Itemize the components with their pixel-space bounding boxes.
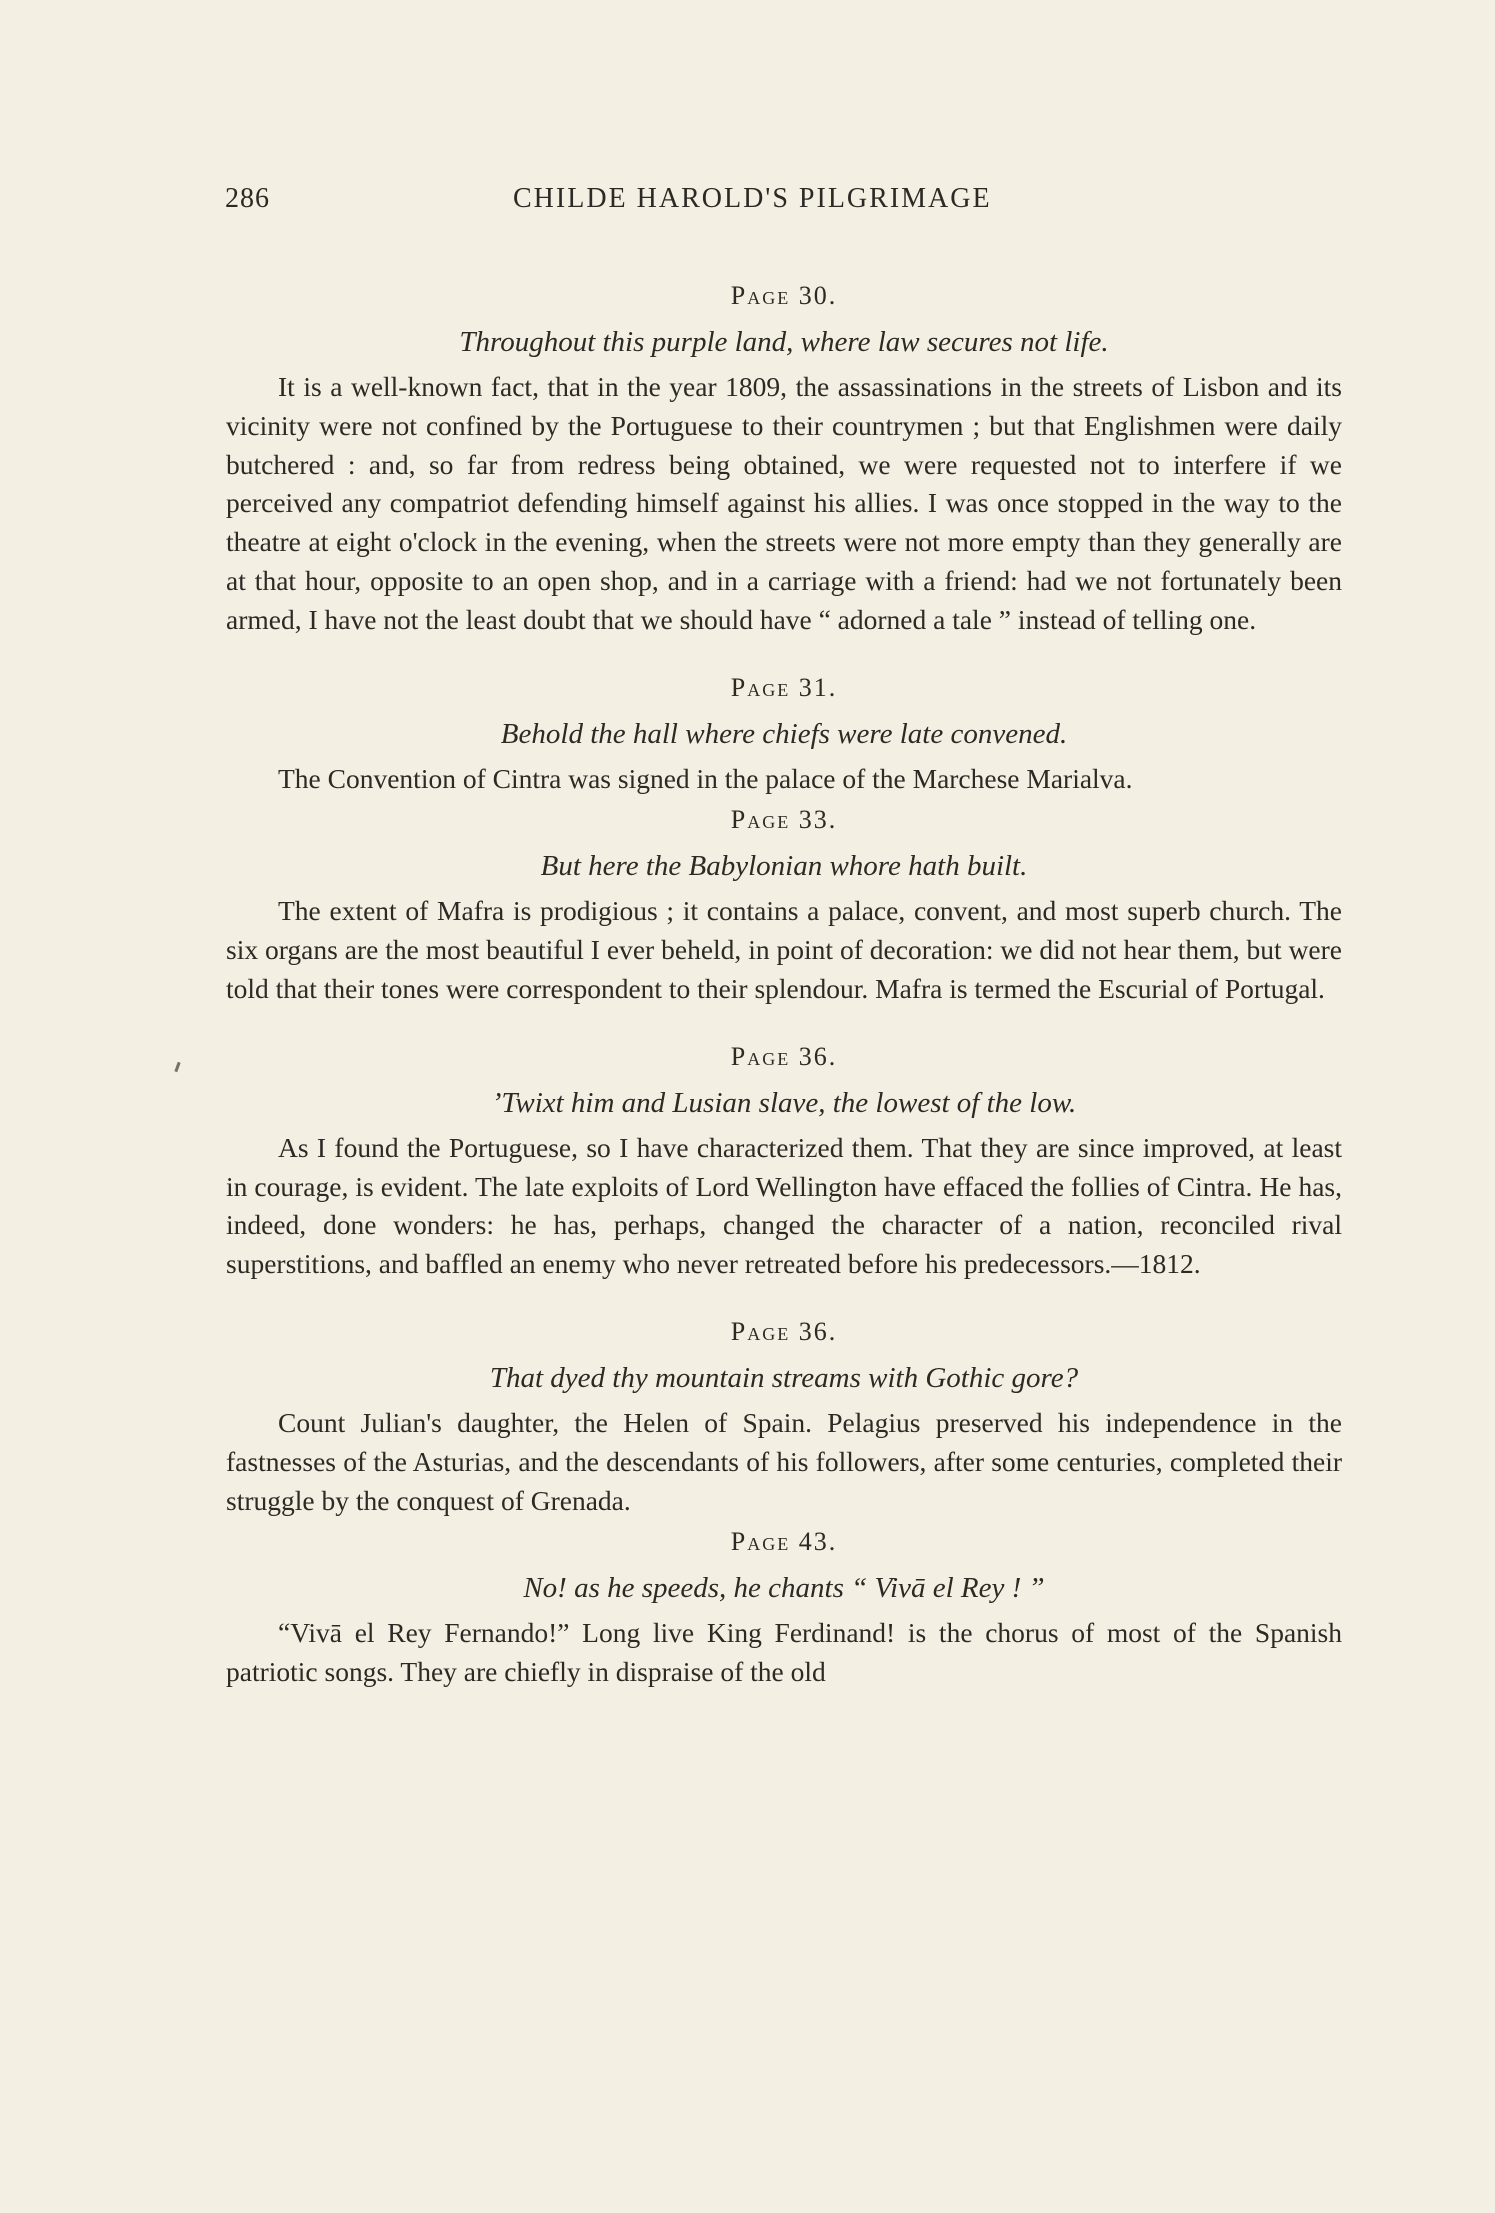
note-quotation: Throughout this purple land, where law secures not life.: [459, 326, 1109, 358]
paper-speck: [174, 1062, 180, 1072]
note-quotation: That dyed thy mountain streams with Gothic gore?: [489, 1361, 1079, 1394]
running-head: [225, 183, 1345, 223]
note-body: It is a well-known fact, that in the year 1809, the assassinations in the streets of Lisbon and its vicinity were not confined by the Portuguese to their countrymen ; but that Englishmen were daily butchered : and, so far from redress being obtained, we were requested not to interfere if we perceived any compatriot defending himself against his allies. I was once stopped in the way to the theatre at eight o'clock in the evening, when the streets were not more empty than they generally are at that hour, opposite to an open shop, and in a carriage with a friend: had we not fortunately been armed, I have not the least doubt that we should have “ adorned a tale ” instead of telling one.: [226, 371, 1342, 635]
note-body: “Vivā el Rey Fernando!” Long live King Ferdinand! is the chorus of most of the Spanish patriotic songs. They are chiefly in dispraise of the old: [226, 1617, 1342, 1688]
note-page-33: [226, 802, 1342, 1008]
note-quotation: But here the Babylonian whore hath built.: [540, 850, 1028, 883]
note-heading: Page 43.: [730, 1527, 838, 1557]
note-page-36-a: [226, 1039, 1342, 1284]
note-heading: Page 30.: [730, 281, 838, 310]
note-body: The extent of Mafra is prodigious ; it contains a palace, convent, and most superb church. The six organs are the most beautiful I ever beheld, in point of decoration: we did not hear them, but were told that their tones were correspondent to their splendour. Mafra is termed the Escurial of Portugal.: [226, 895, 1342, 1004]
note-body: Count Julian's daughter, the Helen of Spain. Pelagius preserved his independence in the fastnesses of the Asturias, and the descendants of his followers, after some centuries, completed their struggle by the conquest of Grenada.: [226, 1406, 1342, 1516]
note-heading: Page 33.: [730, 805, 838, 835]
note-quotation: ’Twixt him and Lusian slave, the lowest of the low.: [491, 1086, 1077, 1119]
note-page-31: [226, 670, 1342, 799]
page-number: 286: [225, 183, 270, 214]
notes-section: [226, 278, 1342, 1722]
note-quotation: No! as he speeds, he chants “ Vivā el Rey ! ”: [523, 1572, 1045, 1605]
note-page-30: [226, 278, 1342, 640]
note-heading: Page 36.: [730, 1316, 838, 1346]
book-title: CHILDE HAROLD'S PILGRIMAGE: [513, 183, 992, 214]
note-body: As I found the Portuguese, so I have characterized them. That they are since improved, at least in courage, is evident. The late exploits of Lord Wellington have effaced the follies of Cintra. He has, indeed, done wonders: he has, perhaps, changed the character of a nation, reconciled rival superstitions, and baffled an enemy who never retreated before his predecessors.—1812.: [226, 1131, 1342, 1280]
note-body: The Convention of Cintra was signed in the palace of the Marchese Marialva.: [278, 762, 1133, 794]
note-page-36-b: [226, 1314, 1342, 1520]
note-heading: Page 36.: [730, 1041, 838, 1071]
note-page-43: [226, 1524, 1342, 1692]
note-quotation: Behold the hall where chiefs were late convened.: [500, 717, 1068, 750]
note-heading: Page 31.: [730, 672, 838, 702]
